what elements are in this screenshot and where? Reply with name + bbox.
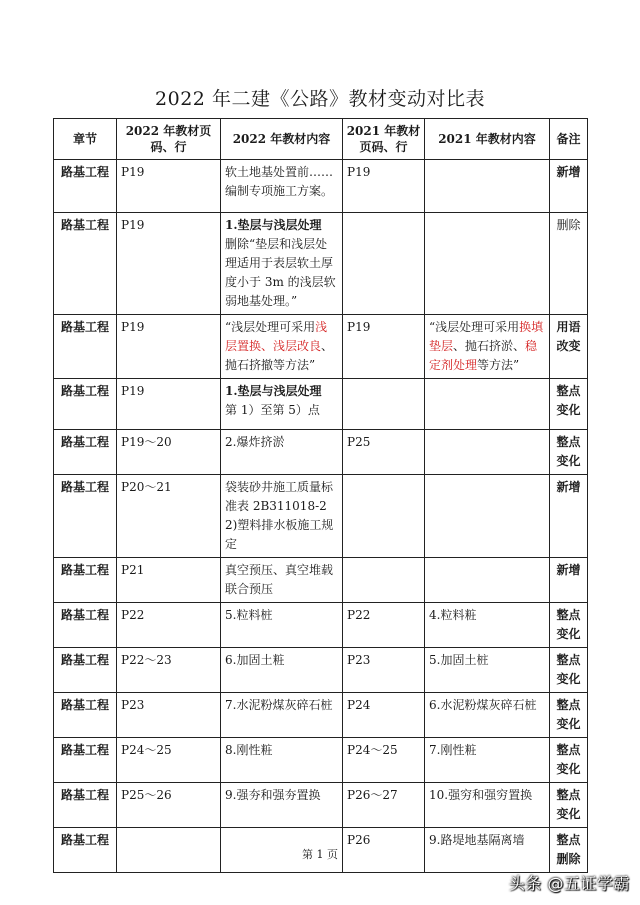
table-row	[54, 648, 588, 693]
content-2021-cell: 7.刚性粧	[425, 738, 550, 783]
note-cell: 整点变化	[550, 648, 588, 693]
page-2022-cell: P19	[117, 213, 221, 315]
page-2021-cell: P19	[343, 160, 425, 213]
chapter-cell: 路基工程	[54, 693, 117, 738]
header-chapter: 章节	[54, 119, 117, 160]
page-2021-cell	[343, 213, 425, 315]
content-2022-cell: 真空预压、真空堆载联合预压	[221, 558, 343, 603]
page-2022-cell: P20～21	[117, 475, 221, 558]
content-2022-cell	[221, 475, 343, 558]
note-cell: 整点删除	[550, 828, 588, 873]
content-2021-cell	[425, 379, 550, 430]
content-text: 等方法”	[477, 358, 520, 372]
page-2021-cell: P26	[343, 828, 425, 873]
page-2022-cell: P19	[117, 315, 221, 379]
content-2021-cell: 4.粒料粧	[425, 603, 550, 648]
content-2021-cell: 10.强穷和强穷置换	[425, 783, 550, 828]
chapter-cell: 路基工程	[54, 475, 117, 558]
table-row	[54, 693, 588, 738]
content-text: 2)塑料排水板施工规定	[225, 518, 334, 551]
header-content-2022: 2022 年教材内容	[221, 119, 343, 160]
table-row	[54, 603, 588, 648]
highlight-text: 浅层置换、浅层改良	[225, 320, 328, 353]
table-row	[54, 315, 588, 379]
content-text: 第 1）至第 5）点	[225, 403, 320, 417]
content-text: “浅层处理可采用	[225, 320, 316, 334]
document-title: 2022 年二建《公路》教材变动对比表	[155, 88, 485, 110]
content-2021-cell	[425, 160, 550, 213]
note-cell: 整点变化	[550, 379, 588, 430]
content-2022-cell	[221, 213, 343, 315]
page-2022-cell: P24～25	[117, 738, 221, 783]
note-cell: 整点变化	[550, 693, 588, 738]
chapter-cell: 路基工程	[54, 160, 117, 213]
content-heading: 1.垫层与浅层处理	[225, 218, 322, 232]
content-text: “浅层处理可采用	[429, 320, 520, 334]
header-page-2021: 2021 年教材页码、行	[343, 119, 425, 160]
highlight-text: 换填垫层	[429, 320, 544, 353]
page-2021-cell: P24～25	[343, 738, 425, 783]
table-row	[54, 783, 588, 828]
highlight-text: 稳定剂处理	[429, 339, 538, 372]
page-2021-cell	[343, 558, 425, 603]
chapter-cell: 路基工程	[54, 648, 117, 693]
header-content-2021: 2021 年教材内容	[425, 119, 550, 160]
page-2022-cell: P21	[117, 558, 221, 603]
content-heading: 1.垫层与浅层处理	[225, 384, 322, 398]
note-cell: 新增	[550, 558, 588, 603]
content-2021-cell: 9.路堤地基隔离墙	[425, 828, 550, 873]
page-2021-cell: P19	[343, 315, 425, 379]
table-row	[54, 738, 588, 783]
content-text: 袋装砂井施工质量标准表 2B311018-2	[225, 480, 334, 513]
content-2022-cell: 9.强夯和强夯置换	[221, 783, 343, 828]
table-row	[54, 475, 588, 558]
content-2021-cell: 6.水泥粉煤灰碎石桩	[425, 693, 550, 738]
note-cell: 整点变化	[550, 603, 588, 648]
content-2021-cell: 5.加固土桩	[425, 648, 550, 693]
page-2021-cell: P26～27	[343, 783, 425, 828]
page-number: 第 1 页	[302, 848, 338, 861]
content-text: 删除“垫层和浅层处理适用于表层软土厚度小于 3m 的浅层软弱地基处理。”	[225, 237, 336, 308]
content-2022-cell: 8.刚性粧	[221, 738, 343, 783]
page-2022-cell: P23	[117, 693, 221, 738]
table-row	[54, 558, 588, 603]
content-2022-cell: 7.水泥粉煤灰碎石桩	[221, 693, 343, 738]
header-page-2022: 2022 年教材页码、行	[117, 119, 221, 160]
table-row	[54, 379, 588, 430]
chapter-cell: 路基工程	[54, 783, 117, 828]
page-2022-cell: P19	[117, 379, 221, 430]
page-2021-cell	[343, 475, 425, 558]
chapter-cell: 路基工程	[54, 430, 117, 475]
page-2022-cell: P22～23	[117, 648, 221, 693]
page-2022-cell: P19	[117, 160, 221, 213]
table-row	[54, 213, 588, 315]
content-2021-cell	[425, 213, 550, 315]
note-cell: 新增	[550, 160, 588, 213]
chapter-cell: 路基工程	[54, 213, 117, 315]
page-2021-cell: P22	[343, 603, 425, 648]
note-cell: 新增	[550, 475, 588, 558]
header-note: 备注	[550, 119, 588, 160]
content-2022-cell	[221, 315, 343, 379]
chapter-cell: 路基工程	[54, 379, 117, 430]
content-2021-cell	[425, 430, 550, 475]
chapter-cell: 路基工程	[54, 828, 117, 873]
chapter-cell: 路基工程	[54, 603, 117, 648]
page-2021-cell: P25	[343, 430, 425, 475]
watermark: 头条 @五证学霸	[508, 874, 630, 893]
content-2021-cell	[425, 315, 550, 379]
note-cell: 整点变化	[550, 430, 588, 475]
note-cell: 删除	[550, 213, 588, 315]
table-header-row	[54, 119, 588, 160]
content-2022-cell: 软土地基处置前……编制专项施工方案。	[221, 160, 343, 213]
comparison-table	[53, 118, 588, 873]
content-2022-cell: 6.加固土粧	[221, 648, 343, 693]
note-cell: 用语改变	[550, 315, 588, 379]
table-row	[54, 430, 588, 475]
chapter-cell: 路基工程	[54, 558, 117, 603]
content-2021-cell	[425, 558, 550, 603]
content-2022-cell: 2.爆炸挤淤	[221, 430, 343, 475]
content-text: 、抛石挤撤等方法”	[225, 339, 334, 372]
chapter-cell: 路基工程	[54, 315, 117, 379]
table-row	[54, 160, 588, 213]
page-2021-cell: P23	[343, 648, 425, 693]
content-2021-cell	[425, 475, 550, 558]
content-text: 、抛石挤淤、	[453, 339, 526, 353]
note-cell: 整点变化	[550, 783, 588, 828]
page-2021-cell: P24	[343, 693, 425, 738]
page-2022-cell: P25～26	[117, 783, 221, 828]
content-2022-cell	[221, 379, 343, 430]
page-2021-cell	[343, 379, 425, 430]
content-2022-cell: 5.粒料桩	[221, 603, 343, 648]
note-cell: 整点变化	[550, 738, 588, 783]
chapter-cell: 路基工程	[54, 738, 117, 783]
page-2022-cell: P22	[117, 603, 221, 648]
page-2022-cell: P19～20	[117, 430, 221, 475]
